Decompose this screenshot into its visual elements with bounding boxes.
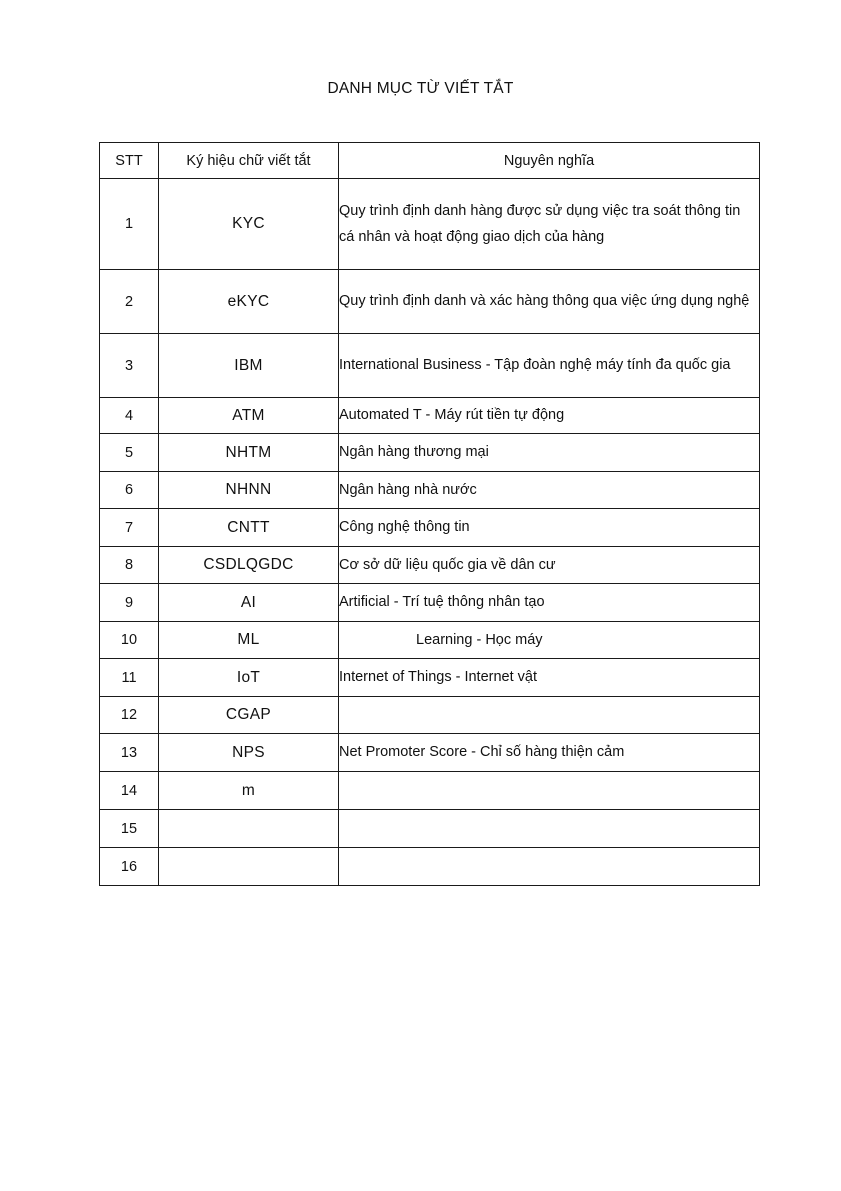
row-meaning: Net Promoter Score - Chỉ số hàng thiện cảm — [339, 734, 760, 772]
row-meaning — [339, 810, 760, 848]
row-meaning — [339, 848, 760, 886]
table-row — [100, 270, 760, 334]
row-meaning: Internet of Things - Internet vật — [339, 659, 760, 697]
table-row — [100, 547, 760, 584]
abbreviation-table — [99, 142, 760, 886]
table-row — [100, 334, 760, 398]
row-meaning: Công nghệ thông tin — [339, 509, 760, 547]
row-abbreviation: NHTM — [159, 434, 339, 472]
row-abbreviation: ATM — [159, 398, 339, 434]
row-abbreviation: NHNN — [159, 472, 339, 509]
table-row — [100, 848, 760, 886]
table-row — [100, 697, 760, 734]
row-stt: 15 — [100, 810, 159, 848]
header-abbreviation: Ký hiệu chữ viết tắt — [159, 143, 339, 179]
table-row — [100, 772, 760, 810]
row-stt: 3 — [100, 334, 159, 398]
row-stt: 13 — [100, 734, 159, 772]
row-meaning: Artificial - Trí tuệ thông nhân tạo — [339, 584, 760, 622]
row-meaning — [339, 772, 760, 810]
row-meaning: Cơ sở dữ liệu quốc gia về dân cư — [339, 547, 760, 584]
row-stt: 12 — [100, 697, 159, 734]
row-abbreviation: ML — [159, 622, 339, 659]
row-meaning-text: Quy trình định danh và xác hàng thông qua việc ứng dụng nghệ — [339, 293, 750, 310]
row-meaning: Learning - Học máy — [339, 622, 760, 659]
row-abbreviation: CNTT — [159, 509, 339, 547]
row-meaning: Ngân hàng nhà nước — [339, 472, 760, 509]
row-abbreviation: CGAP — [159, 697, 339, 734]
row-stt: 11 — [100, 659, 159, 697]
row-abbreviation — [159, 810, 339, 848]
row-abbreviation: KYC — [159, 179, 339, 270]
table-header-row — [100, 143, 760, 179]
row-stt: 14 — [100, 772, 159, 810]
table-row — [100, 434, 760, 472]
row-abbreviation: eKYC — [159, 270, 339, 334]
row-meaning: Ngân hàng thương mại — [339, 434, 760, 472]
row-abbreviation: CSDLQGDC — [159, 547, 339, 584]
table-row — [100, 584, 760, 622]
row-meaning — [339, 697, 760, 734]
row-stt: 7 — [100, 509, 159, 547]
page-title: DANH MỤC TỪ VIẾT TẮT — [327, 80, 514, 97]
row-meaning-text: International Business - Tập đoàn nghệ máy tính đa quốc gia — [339, 357, 731, 374]
row-meaning — [339, 270, 760, 334]
row-abbreviation — [159, 848, 339, 886]
row-meaning: Automated T - Máy rút tiền tự động — [339, 398, 760, 434]
row-abbreviation: IBM — [159, 334, 339, 398]
row-abbreviation: AI — [159, 584, 339, 622]
table-row — [100, 810, 760, 848]
header-stt: STT — [100, 143, 159, 179]
table-row — [100, 509, 760, 547]
header-meaning: Nguyên nghĩa — [339, 143, 760, 179]
table-row — [100, 734, 760, 772]
row-stt: 9 — [100, 584, 159, 622]
row-stt: 5 — [100, 434, 159, 472]
row-stt: 10 — [100, 622, 159, 659]
row-stt: 8 — [100, 547, 159, 584]
table-row — [100, 179, 760, 270]
row-meaning — [339, 334, 760, 398]
row-abbreviation: m — [159, 772, 339, 810]
table-row — [100, 472, 760, 509]
row-stt: 6 — [100, 472, 159, 509]
row-abbreviation: IoT — [159, 659, 339, 697]
row-abbreviation: NPS — [159, 734, 339, 772]
row-stt: 4 — [100, 398, 159, 434]
row-stt: 16 — [100, 848, 159, 886]
row-meaning — [339, 179, 760, 270]
table-row — [100, 659, 760, 697]
table-row — [100, 398, 760, 434]
table-row — [100, 622, 760, 659]
row-stt: 2 — [100, 270, 159, 334]
row-meaning-text: Quy trình định danh hàng được sử dụng việc tra soát thông tin cá nhân và hoạt động giao dịch của hàng — [339, 202, 741, 245]
row-stt: 1 — [100, 179, 159, 270]
